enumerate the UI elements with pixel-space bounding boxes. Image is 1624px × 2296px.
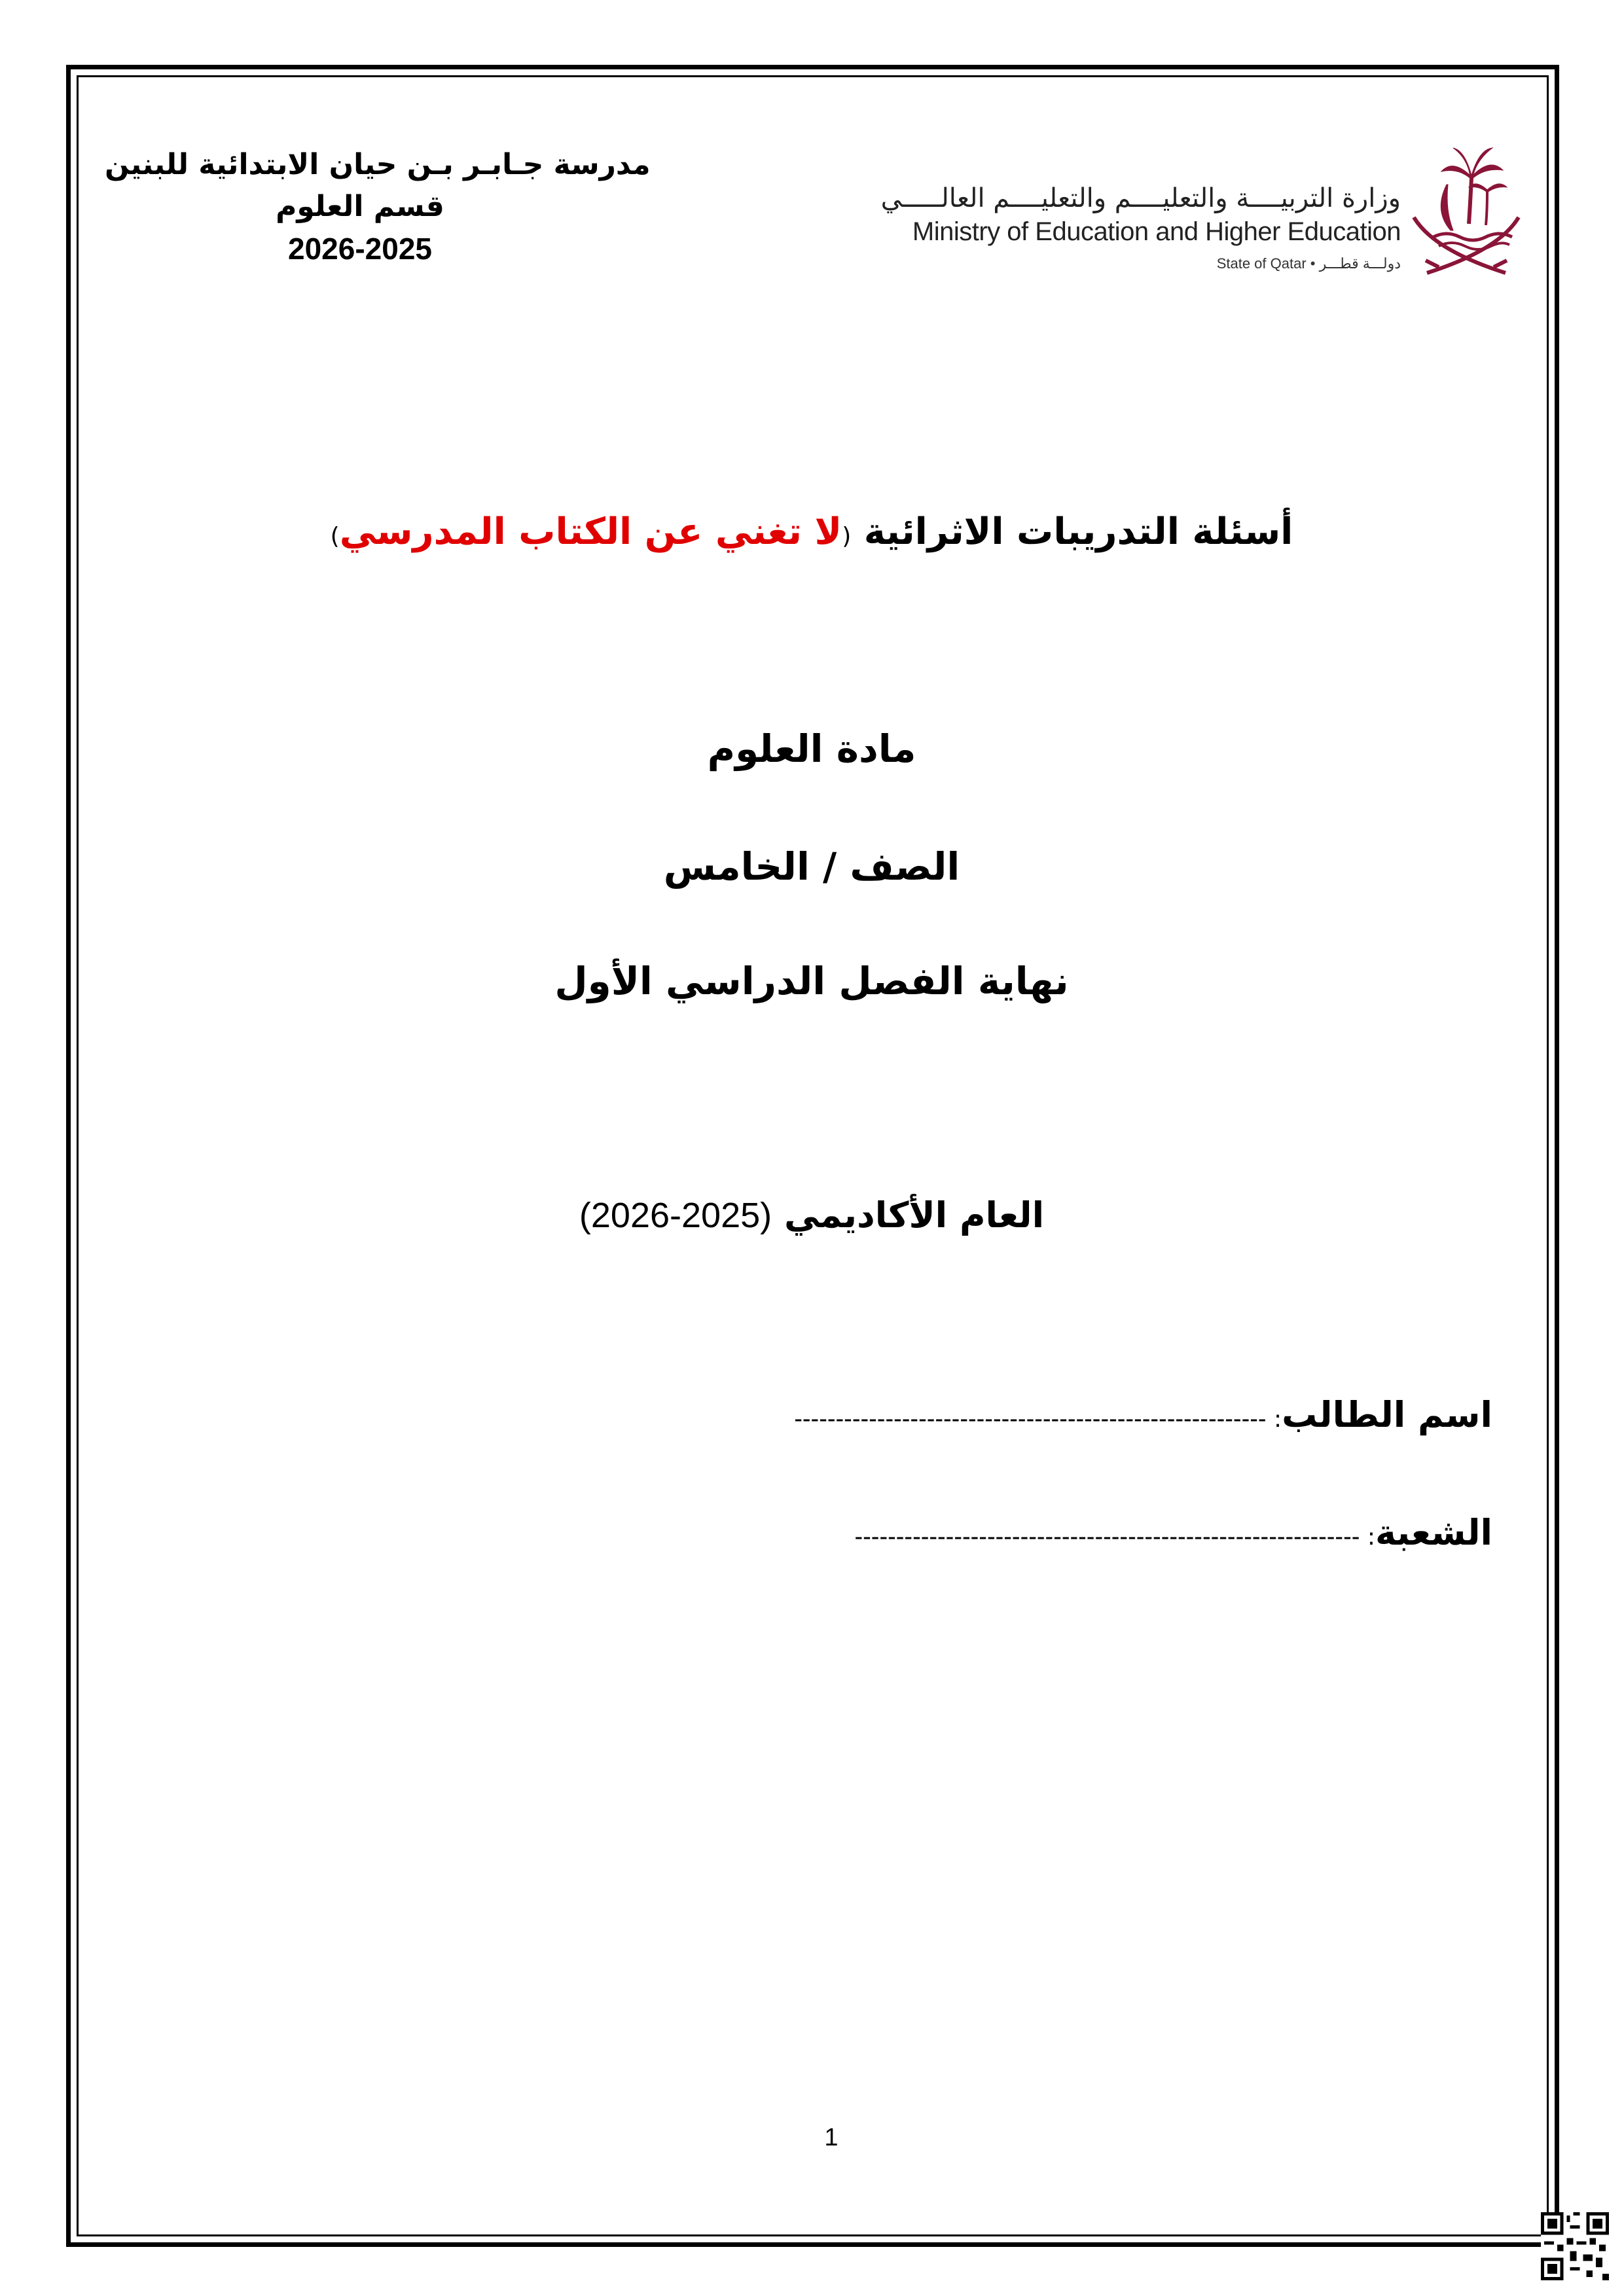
title-close-paren: ): [330, 523, 340, 550]
school-name: مدرسة جـابـر بـن حيان الابتدائية للبنين: [105, 148, 651, 181]
grade-title: الصف / الخامس: [663, 844, 960, 889]
exercise-title: [131, 511, 1492, 553]
academic-year-label: العام الأكاديمي: [772, 1194, 1045, 1236]
student-name-blank-line[interactable]: ---------------------------------------------------------: [794, 1405, 1267, 1433]
qatar-emblem-icon: [1407, 139, 1525, 283]
school-year: 2026-2025: [288, 232, 432, 266]
section-field: [458, 1512, 1492, 1553]
subject-title: مادة العلوم: [707, 726, 916, 771]
ministry-name-en: Ministry of Education and Higher Education: [912, 217, 1401, 246]
title-prefix: أسئلة التدريبات الاثرائية: [851, 511, 1293, 553]
page-border-inner: [77, 75, 1549, 2236]
section-label: الشعبة: [1375, 1512, 1492, 1553]
title-open-paren: (: [842, 523, 852, 550]
state-of-qatar: State of Qatar • دولـــة قطـــر: [1216, 255, 1401, 272]
academic-year-value: (2025-2026): [579, 1196, 772, 1235]
student-name-field: [458, 1394, 1492, 1435]
page-number: 1: [824, 2124, 839, 2151]
academic-year: [131, 1194, 1492, 1236]
student-name-label: اسم الطالب: [1282, 1394, 1492, 1435]
section-blank-line[interactable]: -------------------------------------------------------------: [854, 1523, 1360, 1551]
title-note: لا تغني عن الكتاب المدرسي: [339, 511, 842, 553]
ministry-logo: [880, 139, 1525, 283]
section-colon: :: [1360, 1524, 1375, 1551]
department-name: قسم العلوم: [276, 190, 444, 223]
qr-code-icon: [1541, 2212, 1609, 2280]
ministry-name-ar: وزارة التربيــــة والتعليــــم والتعليــــم العالـــــي: [880, 183, 1401, 213]
term-title: نهاية الفصل الدراسي الأول: [554, 959, 1069, 1003]
school-header: [105, 144, 651, 270]
student-name-colon: :: [1266, 1406, 1282, 1433]
